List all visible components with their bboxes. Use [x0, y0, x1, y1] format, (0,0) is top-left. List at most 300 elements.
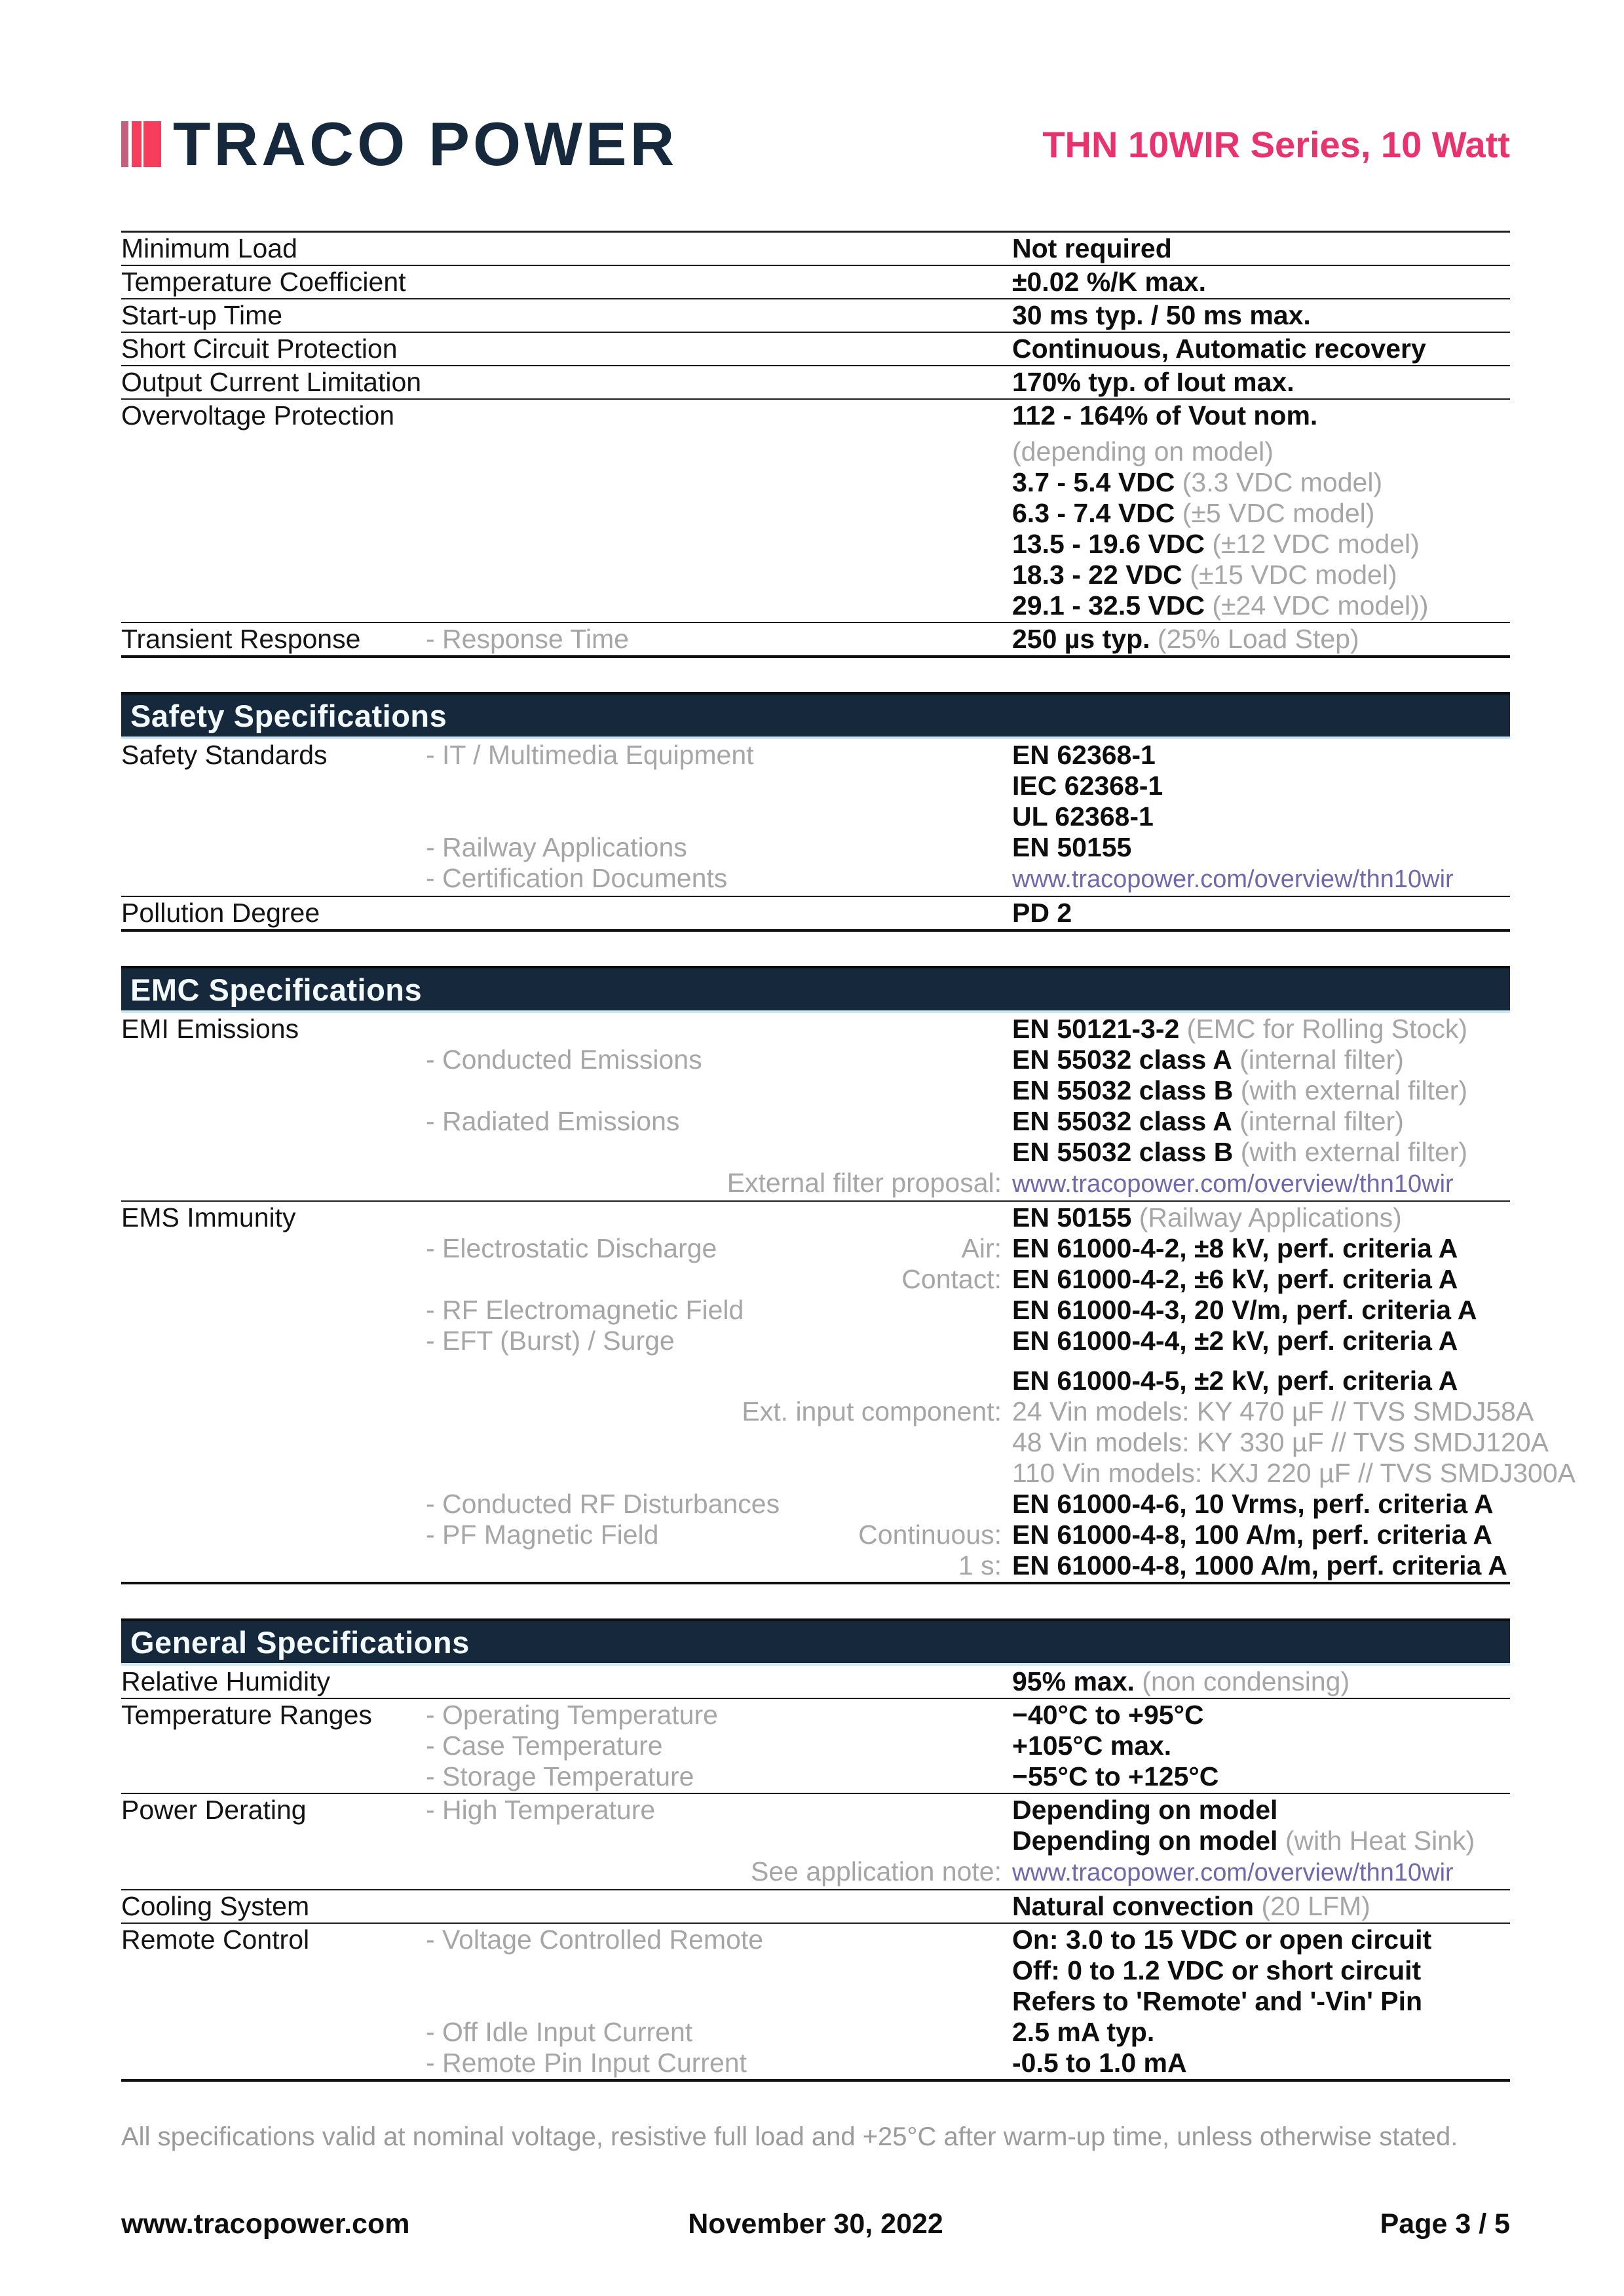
spec-value: [1012, 1891, 1510, 1922]
spec-label: [121, 1856, 426, 1888]
spec-label: [121, 560, 426, 590]
spec-sublabel-cell: [426, 801, 1012, 832]
table-line: [121, 801, 1510, 832]
spec-value-segment: (±5 VDC model): [1175, 498, 1375, 528]
spec-value-segment: +105°C max.: [1012, 1731, 1172, 1761]
spec-sublabel-cell: [426, 771, 1012, 801]
table-line: [121, 560, 1510, 590]
spec-label: EMI Emissions: [121, 1014, 299, 1044]
spec-value-segment: (3.3 VDC model): [1175, 467, 1383, 497]
spec-value: [1012, 400, 1510, 431]
spec-label: Temperature Coefficient: [121, 267, 406, 297]
spec-value: [1012, 1396, 1534, 1427]
spec-value-segment: 110 Vin models: KXJ 220 µF // TVS SMDJ300A: [1012, 1458, 1576, 1488]
spec-value-segment: -0.5 to 1.0 mA: [1012, 2048, 1187, 2078]
spec-label: Overvoltage Protection: [121, 400, 395, 430]
spec-label: [121, 467, 426, 498]
safety-specifications: [121, 692, 1510, 932]
table-line: [121, 1924, 1510, 1955]
table-line: [121, 1700, 1510, 1731]
spec-value-segment: (±12 VDC model): [1205, 529, 1420, 559]
spec-value: [1012, 1366, 1510, 1396]
spec-sublabel-cell: [426, 1520, 1012, 1550]
spec-value-segment: EN 61000-4-5, ±2 kV, perf. criteria A: [1012, 1366, 1458, 1396]
spec-value: [1012, 1295, 1510, 1326]
spec-sublabel-cell: [426, 529, 1012, 560]
spec-label: [121, 1075, 426, 1106]
spec-value-segment: Continuous, Automatic recovery: [1012, 334, 1426, 364]
spec-value-segment: (internal filter): [1232, 1044, 1404, 1075]
spec-value-segment: EN 62368-1: [1012, 740, 1156, 770]
spec-value-segment: 2.5 mA typ.: [1012, 2017, 1155, 2047]
spec-label: Safety Standards: [121, 740, 328, 770]
spec-value: [1012, 1326, 1510, 1356]
table-line: [121, 624, 1510, 655]
section-header-title: Safety Specifications: [130, 698, 447, 733]
spec-value-segment: EN 61000-4-8, 100 A/m, perf. criteria A: [1012, 1520, 1493, 1550]
spec-value-segment: −55°C to +125°C: [1012, 1761, 1219, 1791]
spec-value: [1012, 624, 1510, 655]
logo-text: TRACO POWER: [173, 109, 678, 178]
row-spacer: [121, 1356, 1510, 1366]
doc-title: THN 10WIR Series, 10 Watt: [1042, 123, 1510, 165]
spec-label: [121, 1264, 426, 1295]
table-line: [121, 832, 1510, 863]
spec-value: [1012, 1666, 1510, 1697]
row-spacer: [121, 431, 1510, 436]
table-line: [121, 863, 1510, 895]
table-row: [121, 1698, 1510, 1793]
spec-value: [1012, 1106, 1510, 1137]
spec-label: [121, 1489, 426, 1520]
table-line: [121, 1891, 1510, 1922]
spec-sublabel-cell: [426, 863, 1012, 895]
table-line: [121, 1761, 1510, 1792]
spec-value-segment: EN 61000-4-6, 10 Vrms, perf. criteria A: [1012, 1489, 1494, 1519]
spec-label: [121, 1427, 426, 1458]
spec-value: [1012, 300, 1510, 331]
spec-label: [121, 1044, 426, 1075]
spec-label: [121, 1137, 426, 1168]
spec-value: [1012, 1520, 1510, 1550]
spec-value: [1012, 2017, 1510, 2048]
table-line: [121, 590, 1510, 621]
spec-value-segment: 95% max.: [1012, 1666, 1135, 1696]
spec-value: [1012, 1489, 1510, 1520]
spec-value: [1012, 1233, 1510, 1264]
table-line: [121, 498, 1510, 529]
spec-sublabel-cell: [426, 1666, 1012, 1697]
table-line: [121, 1202, 1510, 1233]
spec-sublabel-cell: [426, 1795, 1012, 1826]
table-row: [121, 1923, 1510, 2079]
spec-label: Power Derating: [121, 1795, 307, 1825]
spec-sublabel-cell: [426, 2048, 1012, 2078]
spec-note: All specifications valid at nominal voltage, resistive full load and +25°C after warm-up time, unless otherwise stated.: [121, 2122, 1458, 2151]
spec-label: [121, 1366, 426, 1396]
spec-value-segment: 24 Vin models: KY 470 µF // TVS SMDJ58A: [1012, 1396, 1534, 1426]
table-line: [121, 1955, 1510, 1986]
spec-sublabel: - Radiated Emissions: [426, 1106, 680, 1136]
external-link[interactable]: www.tracopower.com/overview/thn10wir: [1012, 1170, 1454, 1198]
spec-value: [1012, 1856, 1510, 1888]
table-line: [121, 2017, 1510, 2048]
spec-sublabel-cell: [426, 2017, 1012, 2048]
spec-label: Relative Humidity: [121, 1666, 330, 1696]
table-row: [121, 332, 1510, 365]
spec-label: Start-up Time: [121, 300, 283, 330]
spec-value-segment: (EMC for Rolling Stock): [1179, 1014, 1467, 1044]
spec-value-segment: IEC 62368-1: [1012, 771, 1163, 801]
spec-value: [1012, 1264, 1510, 1295]
spec-value: [1012, 801, 1510, 832]
spec-label: [121, 1168, 426, 1200]
spec-value-segment: Refers to 'Remote' and '-Vin' Pin: [1012, 1986, 1423, 2016]
spec-sublabel: - Response Time: [426, 624, 629, 654]
spec-value-segment: 13.5 - 19.6 VDC: [1012, 529, 1205, 559]
spec-sublabel-cell: [426, 1044, 1012, 1075]
spec-sublabel-cell: [426, 1700, 1012, 1731]
spec-label: [121, 2048, 426, 2078]
table-line: [121, 1295, 1510, 1326]
spec-value: [1012, 1458, 1576, 1489]
spec-label: Short Circuit Protection: [121, 334, 398, 364]
section-header: [121, 966, 1510, 1013]
spec-sublabel: - Conducted Emissions: [426, 1044, 702, 1075]
table-line: [121, 267, 1510, 297]
footer-page-number: Page 3 / 5: [1380, 2208, 1511, 2240]
spec-sublabel-cell: [426, 1550, 1012, 1581]
spec-label: [121, 1396, 426, 1427]
table-line: [121, 740, 1510, 771]
spec-label: [121, 771, 426, 801]
spec-value: [1012, 1955, 1510, 1986]
spec-value: [1012, 1075, 1510, 1106]
spec-label: [121, 1326, 426, 1356]
spec-value: [1012, 1761, 1510, 1792]
spec-value-segment: (±15 VDC model): [1182, 560, 1397, 590]
spec-sublabel-cell: [426, 1106, 1012, 1137]
spec-sublabel: - Electrostatic Discharge: [426, 1233, 717, 1263]
spec-sublabel-cell: [426, 1826, 1012, 1856]
spec-label: Minimum Load: [121, 233, 297, 263]
table-line: [121, 334, 1510, 364]
table-line: [121, 1014, 1510, 1044]
table-row: [121, 365, 1510, 398]
spec-value-segment: (non condensing): [1134, 1666, 1350, 1696]
spec-value-segment: EN 50121-3-2: [1012, 1014, 1180, 1044]
table-line: [121, 1731, 1510, 1761]
spec-value: [1012, 1731, 1510, 1761]
table-line: [121, 1458, 1576, 1489]
spec-value-segment: 30 ms typ. / 50 ms max.: [1012, 300, 1311, 330]
table-line: [121, 1826, 1510, 1856]
spec-value-segment: (20 LFM): [1254, 1891, 1370, 1921]
spec-sublabel-cell: [426, 1458, 1012, 1489]
spec-sublabel-cell: [426, 898, 1012, 928]
spec-value: [1012, 1700, 1510, 1731]
spec-value-segment: EN 61000-4-8, 1000 A/m, perf. criteria A: [1012, 1550, 1507, 1580]
spec-sublabel-cell: [426, 1075, 1012, 1106]
spec-sublabel-cell: [426, 1168, 1012, 1200]
spec-label: [121, 863, 426, 895]
output-specs-continued: [121, 231, 1510, 658]
table-line: [121, 1427, 1549, 1458]
spec-label: [121, 1761, 426, 1792]
spec-value: [1012, 467, 1510, 498]
spec-value-segment: (Railway Applications): [1131, 1202, 1402, 1233]
spec-value: [1012, 267, 1510, 297]
spec-value-segment: 6.3 - 7.4 VDC: [1012, 498, 1175, 528]
spec-sublabel-cell: [426, 1202, 1012, 1233]
table-line: [121, 1550, 1510, 1581]
table-line: [121, 1366, 1510, 1396]
spec-label: [121, 590, 426, 621]
spec-value: [1012, 1795, 1510, 1826]
spec-sublabel-cell: [426, 233, 1012, 264]
spec-sublabel: - Voltage Controlled Remote: [426, 1924, 764, 1955]
spec-label: [121, 498, 426, 529]
table-row: [121, 398, 1510, 622]
spec-value-segment: EN 61000-4-4, ±2 kV, perf. criteria A: [1012, 1326, 1458, 1356]
spec-value: [1012, 2048, 1510, 2078]
spec-value-segment: (internal filter): [1232, 1106, 1404, 1136]
spec-sublabel-cell: [426, 1233, 1012, 1264]
spec-value-segment: (depending on model): [1012, 436, 1274, 467]
spec-sublabel-cell: [426, 1295, 1012, 1326]
spec-sublabel-cell: [426, 624, 1012, 655]
external-link[interactable]: www.tracopower.com/overview/thn10wir: [1012, 866, 1454, 893]
logo-bar-rose: [121, 121, 128, 167]
spec-value-segment: ±0.02 %/K max.: [1012, 267, 1206, 297]
spec-value-segment: (with external filter): [1233, 1137, 1468, 1167]
spec-label: [121, 1986, 426, 2017]
spec-label: [121, 1520, 426, 1550]
spec-label: EMS Immunity: [121, 1202, 296, 1233]
spec-sublabel-cell: [426, 1427, 1012, 1458]
spec-value-segment: 18.3 - 22 VDC: [1012, 560, 1182, 590]
spec-sublabel-cell: [426, 436, 1012, 467]
footer-website-link[interactable]: www.tracopower.com: [121, 2208, 410, 2240]
table-line: [121, 1075, 1510, 1106]
table-row: [121, 233, 1510, 265]
table-line: [121, 1233, 1510, 1264]
spec-sublabel: - RF Electromagnetic Field: [426, 1295, 744, 1325]
spec-label: [121, 436, 426, 467]
spec-value-segment: EN 55032 class B: [1012, 1075, 1234, 1105]
spec-value-segment: (25% Load Step): [1150, 624, 1359, 654]
table-line: [121, 467, 1510, 498]
table-line: [121, 1520, 1510, 1550]
spec-sublabel-cell: [426, 267, 1012, 297]
spec-value: [1012, 560, 1510, 590]
spec-sublabel-qualifier: Continuous:: [858, 1520, 1002, 1550]
spec-sublabel-cell: [426, 1326, 1012, 1356]
table-line: [121, 1106, 1510, 1137]
spec-sublabel: - Operating Temperature: [426, 1700, 718, 1730]
spec-sublabel-qualifier: Air:: [961, 1233, 1002, 1263]
spec-sublabel-cell: [426, 467, 1012, 498]
spec-value-segment: 112 - 164% of Vout nom.: [1012, 400, 1318, 430]
spec-label: Output Current Limitation: [121, 367, 422, 397]
spec-sublabel-cell: [426, 498, 1012, 529]
spec-sublabel-cell: [426, 1396, 1012, 1427]
spec-value: [1012, 436, 1510, 467]
spec-sublabel-cell: [426, 1955, 1012, 1986]
table-row: [121, 1013, 1510, 1200]
spec-value-segment: (±24 VDC model)): [1205, 590, 1429, 621]
spec-label: Transient Response: [121, 624, 361, 654]
spec-sublabel-cell: [426, 1137, 1012, 1168]
spec-sublabel-qualifier: See application note:: [751, 1856, 1002, 1886]
spec-label: [121, 1233, 426, 1264]
spec-sublabel-cell: [426, 1264, 1012, 1295]
logo-bar-pink-2: [143, 121, 161, 167]
logo-bars-icon: [121, 121, 161, 167]
spec-value: [1012, 898, 1510, 928]
spec-sublabel: - Case Temperature: [426, 1731, 663, 1761]
table-line: [121, 1856, 1510, 1888]
spec-value-segment: EN 55032 class A: [1012, 1106, 1232, 1136]
spec-sublabel: - PF Magnetic Field: [426, 1520, 659, 1550]
spec-sublabel: - Railway Applications: [426, 832, 687, 862]
spec-value: [1012, 771, 1510, 801]
spec-sublabel: - Remote Pin Input Current: [426, 2048, 747, 2078]
spec-value-segment: EN 50155: [1012, 832, 1132, 862]
spec-sublabel-qualifier: Contact:: [901, 1264, 1002, 1294]
section-header: [121, 1618, 1510, 1666]
page-header: [121, 109, 1510, 178]
spec-label: Pollution Degree: [121, 898, 320, 928]
spec-sublabel: - Off Idle Input Current: [426, 2017, 693, 2047]
spec-label: [121, 1458, 426, 1489]
spec-value-segment: EN 61000-4-3, 20 V/m, perf. criteria A: [1012, 1295, 1477, 1325]
spec-value: [1012, 1168, 1510, 1200]
spec-value-segment: Depending on model: [1012, 1795, 1278, 1825]
spec-value-segment: (with Heat Sink): [1277, 1826, 1475, 1856]
table-line: [121, 400, 1510, 431]
spec-value: [1012, 1427, 1549, 1458]
spec-value: [1012, 1137, 1510, 1168]
external-link[interactable]: www.tracopower.com/overview/thn10wir: [1012, 1859, 1454, 1886]
table-line: [121, 1666, 1510, 1697]
spec-label: [121, 832, 426, 863]
spec-sublabel: - High Temperature: [426, 1795, 656, 1825]
table-line: [121, 898, 1510, 928]
spec-value: [1012, 1550, 1510, 1581]
spec-label: [121, 1295, 426, 1326]
spec-sublabel-cell: [426, 1761, 1012, 1792]
spec-label: Remote Control: [121, 1924, 310, 1955]
spec-sublabel-cell: [426, 300, 1012, 331]
spec-value-segment: (with external filter): [1233, 1075, 1468, 1105]
spec-sublabel-cell: [426, 1924, 1012, 1955]
spec-sublabel: - IT / Multimedia Equipment: [426, 740, 754, 770]
section-header-title: General Specifications: [130, 1624, 470, 1660]
table-row: [121, 298, 1510, 332]
table-line: [121, 1396, 1534, 1427]
table-row: [121, 1666, 1510, 1698]
spec-value: [1012, 1202, 1510, 1233]
spec-label: [121, 1731, 426, 1761]
table-line: [121, 1264, 1510, 1295]
spec-label: [121, 1106, 426, 1137]
spec-value: [1012, 334, 1510, 364]
spec-sublabel-cell: [426, 740, 1012, 771]
spec-value: [1012, 740, 1510, 771]
logo-bar-pink-1: [132, 121, 142, 167]
table-row: [121, 739, 1510, 896]
spec-value-segment: PD 2: [1012, 898, 1072, 928]
table-line: [121, 529, 1510, 560]
spec-value: [1012, 1044, 1510, 1075]
spec-sublabel-cell: [426, 1891, 1012, 1922]
spec-label: [121, 1550, 426, 1581]
table-line: [121, 1168, 1510, 1200]
spec-label: Temperature Ranges: [121, 1700, 372, 1730]
spec-value-segment: Depending on model: [1012, 1826, 1278, 1856]
spec-value-segment: Not required: [1012, 233, 1172, 263]
spec-value-segment: 48 Vin models: KY 330 µF // TVS SMDJ120A: [1012, 1427, 1549, 1457]
spec-value-segment: EN 55032 class B: [1012, 1137, 1234, 1167]
spec-sublabel-cell: [426, 590, 1012, 621]
spec-value-segment: 250 µs typ.: [1012, 624, 1150, 654]
spec-value-segment: 3.7 - 5.4 VDC: [1012, 467, 1175, 497]
traco-logo: [121, 109, 678, 178]
table-row: [121, 1793, 1510, 1889]
section-header: [121, 692, 1510, 739]
spec-value: [1012, 1826, 1510, 1856]
spec-value: [1012, 1986, 1510, 2017]
spec-sublabel-cell: [426, 560, 1012, 590]
spec-sublabel-qualifier: 1 s:: [958, 1550, 1002, 1580]
spec-value: [1012, 832, 1510, 863]
table-row: [121, 622, 1510, 655]
spec-value: [1012, 367, 1510, 398]
table-line: [121, 367, 1510, 398]
spec-value-segment: UL 62368-1: [1012, 801, 1154, 832]
table-row: [121, 1889, 1510, 1923]
spec-value: [1012, 1014, 1510, 1044]
table-line: [121, 1137, 1510, 1168]
spec-label: Cooling System: [121, 1891, 310, 1921]
spec-value: [1012, 1924, 1510, 1955]
spec-sublabel-cell: [426, 1014, 1012, 1044]
table-line: [121, 1044, 1510, 1075]
spec-sublabel-cell: [426, 832, 1012, 863]
table-line: [121, 300, 1510, 331]
table-line: [121, 771, 1510, 801]
spec-sublabel: - Certification Documents: [426, 863, 728, 893]
spec-sublabel-cell: [426, 1856, 1012, 1888]
spec-value-segment: EN 61000-4-2, ±8 kV, perf. criteria A: [1012, 1233, 1458, 1263]
spec-sublabel-qualifier: External filter proposal:: [727, 1168, 1002, 1198]
spec-label: [121, 2017, 426, 2048]
spec-sublabel-cell: [426, 1489, 1012, 1520]
spec-sublabel: - Conducted RF Disturbances: [426, 1489, 780, 1519]
spec-value-segment: 29.1 - 32.5 VDC: [1012, 590, 1205, 621]
spec-sublabel-cell: [426, 367, 1012, 398]
section-header-title: EMC Specifications: [130, 972, 423, 1007]
spec-sublabel-cell: [426, 400, 1012, 431]
table-row: [121, 1200, 1576, 1582]
spec-value-segment: EN 61000-4-2, ±6 kV, perf. criteria A: [1012, 1264, 1458, 1294]
spec-value-segment: 170% typ. of Iout max.: [1012, 367, 1294, 397]
spec-value-segment: On: 3.0 to 15 VDC or open circuit: [1012, 1924, 1432, 1955]
page-footer: [121, 2208, 1510, 2240]
spec-value: [1012, 233, 1510, 264]
footer-date: November 30, 2022: [688, 2208, 943, 2240]
